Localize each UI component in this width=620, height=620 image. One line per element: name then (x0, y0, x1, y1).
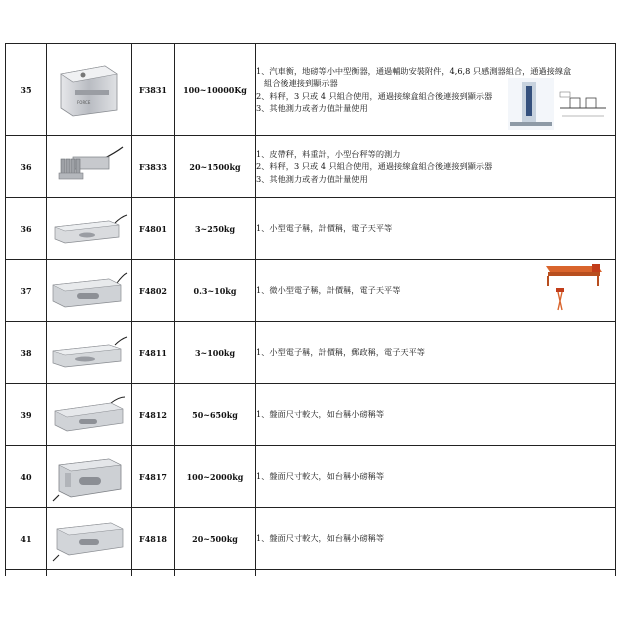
single-point-load-cell-image (49, 333, 129, 373)
row-number: 35 (6, 44, 47, 136)
row-number: 38 (6, 322, 47, 384)
row-number: 36 (6, 136, 47, 198)
product-image-cell (47, 260, 132, 322)
table-row (6, 44, 616, 136)
empty-cell (132, 570, 175, 577)
product-image-cell (47, 384, 132, 446)
table-row (6, 508, 616, 570)
description-line: 1、盤面尺寸較大，如台稱小磅稱等 (256, 471, 385, 482)
single-point-load-cell-image (49, 209, 129, 249)
table-row (6, 322, 616, 384)
row-number: 37 (6, 260, 47, 322)
description-line: 1、小型電子稱，計價稱，郵政稱，電子天平等 (256, 347, 425, 358)
installation-diagram (556, 88, 610, 124)
product-image-cell (47, 446, 132, 508)
empty-cell (256, 570, 616, 577)
empty-cell (175, 570, 256, 577)
product-image-cell (47, 322, 132, 384)
model-number: F4818 (132, 508, 175, 570)
table-row (6, 260, 616, 322)
table-row-partial (6, 570, 616, 577)
description-line: 3、其他測力或者力值計量使用 (256, 102, 368, 113)
table-row (6, 384, 616, 446)
capacity-range: 50~650kg (175, 384, 256, 446)
model-number: F4811 (132, 322, 175, 384)
product-image-cell (47, 508, 132, 570)
capacity-range: 3~100kg (175, 322, 256, 384)
row-number: 40 (6, 446, 47, 508)
capacity-range: 0.3~10kg (175, 260, 256, 322)
description-line: 2、料秤，3 只或 4 只組合使用，通過接線盒組合後連接到顯示器 (256, 90, 493, 101)
description-line: 1、皮帶秤，料重計，小型台秤等的測力 (256, 148, 401, 159)
description-line: 1、盤面尺寸較大，如台稱小磅稱等 (256, 409, 385, 420)
description-line: 3、其他測力或者力值計量使用 (256, 173, 368, 184)
capacity-range: 20~1500kg (175, 136, 256, 198)
model-number: F4817 (132, 446, 175, 508)
capacity-range: 100~2000kg (175, 446, 256, 508)
model-number: F4812 (132, 384, 175, 446)
application-description (256, 198, 616, 260)
application-description (256, 446, 616, 508)
capacity-range: 20~500kg (175, 508, 256, 570)
application-description (256, 508, 616, 570)
svg-text:FORCE: FORCE (77, 99, 91, 105)
table-row (6, 198, 616, 260)
bellows-load-cell-image (51, 143, 127, 191)
application-description (256, 260, 616, 322)
model-number: F4801 (132, 198, 175, 260)
capacity-range: 100~10000Kg (175, 44, 256, 136)
application-description (256, 384, 616, 446)
application-description (256, 136, 616, 198)
single-point-load-cell-image (49, 451, 129, 503)
model-number: F3833 (132, 136, 175, 198)
truck-scale-photo (508, 78, 554, 130)
capacity-range: 3~250kg (175, 198, 256, 260)
description-line: 1、小型電子稱，計價稱，電子天平等 (256, 223, 393, 234)
s-type-load-cell-image (53, 60, 125, 120)
description-line: 組合後連接到顯示器 (264, 78, 338, 89)
single-point-load-cell-image (49, 393, 129, 437)
row-number: 41 (6, 508, 47, 570)
platform-scale-photo (540, 262, 604, 312)
single-point-load-cell-image (49, 515, 129, 563)
row-number: 39 (6, 384, 47, 446)
empty-cell (47, 570, 132, 577)
product-image-cell (47, 198, 132, 260)
description-line: 1、微小型電子稱，計價稱，電子天平等 (256, 285, 401, 296)
load-cell-spec-table (5, 43, 616, 576)
table-row (6, 446, 616, 508)
single-point-load-cell-image (49, 269, 129, 313)
row-number: 36 (6, 198, 47, 260)
application-description (256, 44, 616, 136)
description-line: 2、料秤，3 只或 4 只組合使用，通過接線盒組合後連接到顯示器 (256, 161, 493, 172)
description-line: 1、盤面尺寸較大，如台稱小磅稱等 (256, 533, 385, 544)
table-row (6, 136, 616, 198)
description-line: 1、汽車衡，地磅等小中型衡器，通過輔助安裝附件，4,6,8 只感測器組合，通過接線盒 (256, 65, 572, 76)
product-image-cell (47, 44, 132, 136)
product-image-cell (47, 136, 132, 198)
model-number: F3831 (132, 44, 175, 136)
model-number: F4802 (132, 260, 175, 322)
empty-cell (6, 570, 47, 577)
application-description (256, 322, 616, 384)
